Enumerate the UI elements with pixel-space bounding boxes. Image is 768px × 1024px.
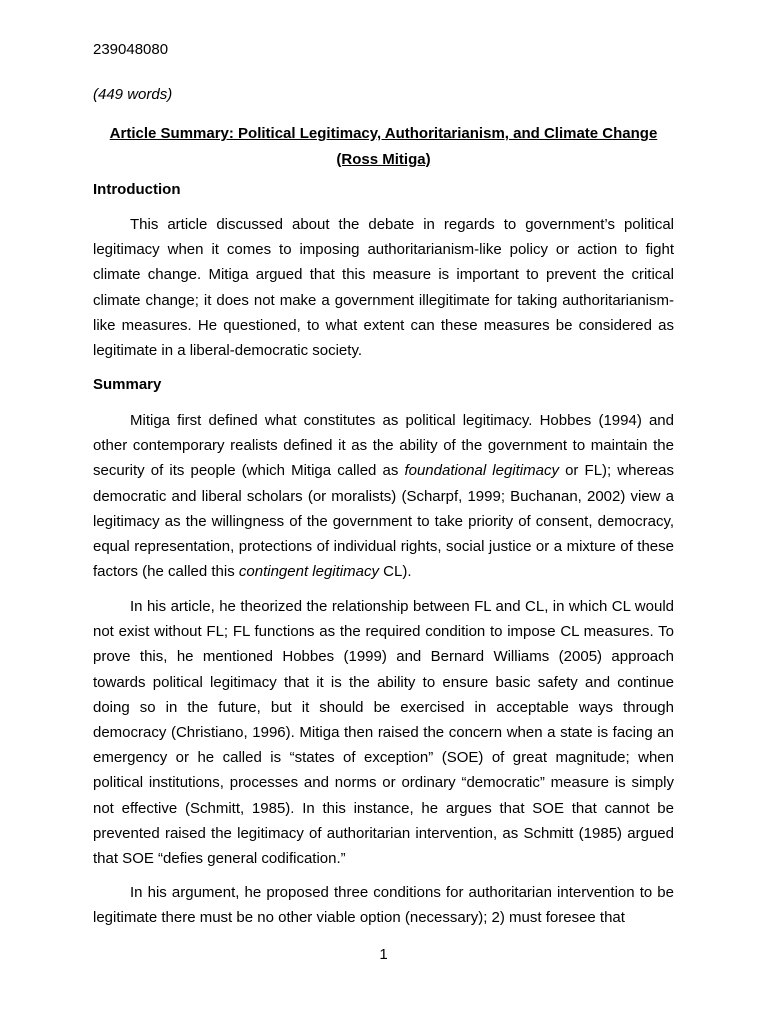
summary-paragraph-1: [93, 408, 674, 584]
summary-paragraph-3: In his argument, he proposed three conditions for authoritarian intervention to be legitimate there must be no other viable option (necessary); 2) must foresee that: [93, 884, 674, 927]
summary-paragraph-2: In his article, he theorized the relationship between FL and CL, in which CL would not exist without FL; FL functions as the required condition to impose CL measures. To prove this, he mentioned Hobbes (1999) and Bernard Williams (2005) approach towards political legitimacy that it is the ability to ensure basic safety and continue doing so in the future, but it should be exercised in acceptable ways through democracy (Christiano, 1996). Mitiga then raised the concern when a state is facing an emergency or he called is “states of exception” (SOE) of great magnitude; when political institutions, processes and norms or ordinary “democratic” measure is simply not effective (Schmitt, 1985). In this instance, he argues that SOE that cannot be prevented raised the legitimacy of authoritarian intervention, as Schmitt (1985) argued that SOE “defies general codification.”: [93, 598, 674, 868]
word-count: (449 words): [93, 86, 173, 103]
introduction-heading: Introduction: [93, 181, 181, 198]
summary-p1-part-b: or FL); whereas democratic and liberal scholars (or moralists) (Scharpf, 1999; Buchanan, 2002) view a legitimacy as the willingness of the government to take priority of consent, democracy, equal representation, protections of individual rights, social justice or a mixture of these factors (he called this: [93, 462, 674, 581]
contingent-legitimacy-term: contingent legitimacy: [238, 563, 379, 581]
summary-p1-part-c: CL).: [378, 563, 412, 581]
introduction-paragraph: This article discussed about the debate in regards to government’s political legitimacy when it comes to imposing authoritarianism-like policy or action to fight climate change. Mitiga argued that this measure is important to prevent the critical climate change; it does not make a government illegitimate for taking authoritarianism-like measures. He questioned, to what extent can these measures be considered as legitimate in a liberal-democratic society.: [93, 216, 674, 360]
article-title: [93, 121, 674, 172]
title-line-2: (Ross Mitiga): [336, 150, 431, 168]
page-number: 1: [379, 946, 388, 963]
student-id: 239048080: [93, 41, 169, 58]
title-line-1: Article Summary: Political Legitimacy, Authoritarianism, and Climate Change: [109, 125, 658, 142]
summary-p1-part-a: Mitiga first defined what constitutes as political legitimacy. Hobbes (1994) and other contemporary realists defined it as the ability of the government to maintain the security of its people (which Mitiga called as: [93, 412, 674, 480]
foundational-legitimacy-term: foundational legitimacy: [404, 462, 559, 480]
summary-heading: Summary: [93, 376, 162, 393]
